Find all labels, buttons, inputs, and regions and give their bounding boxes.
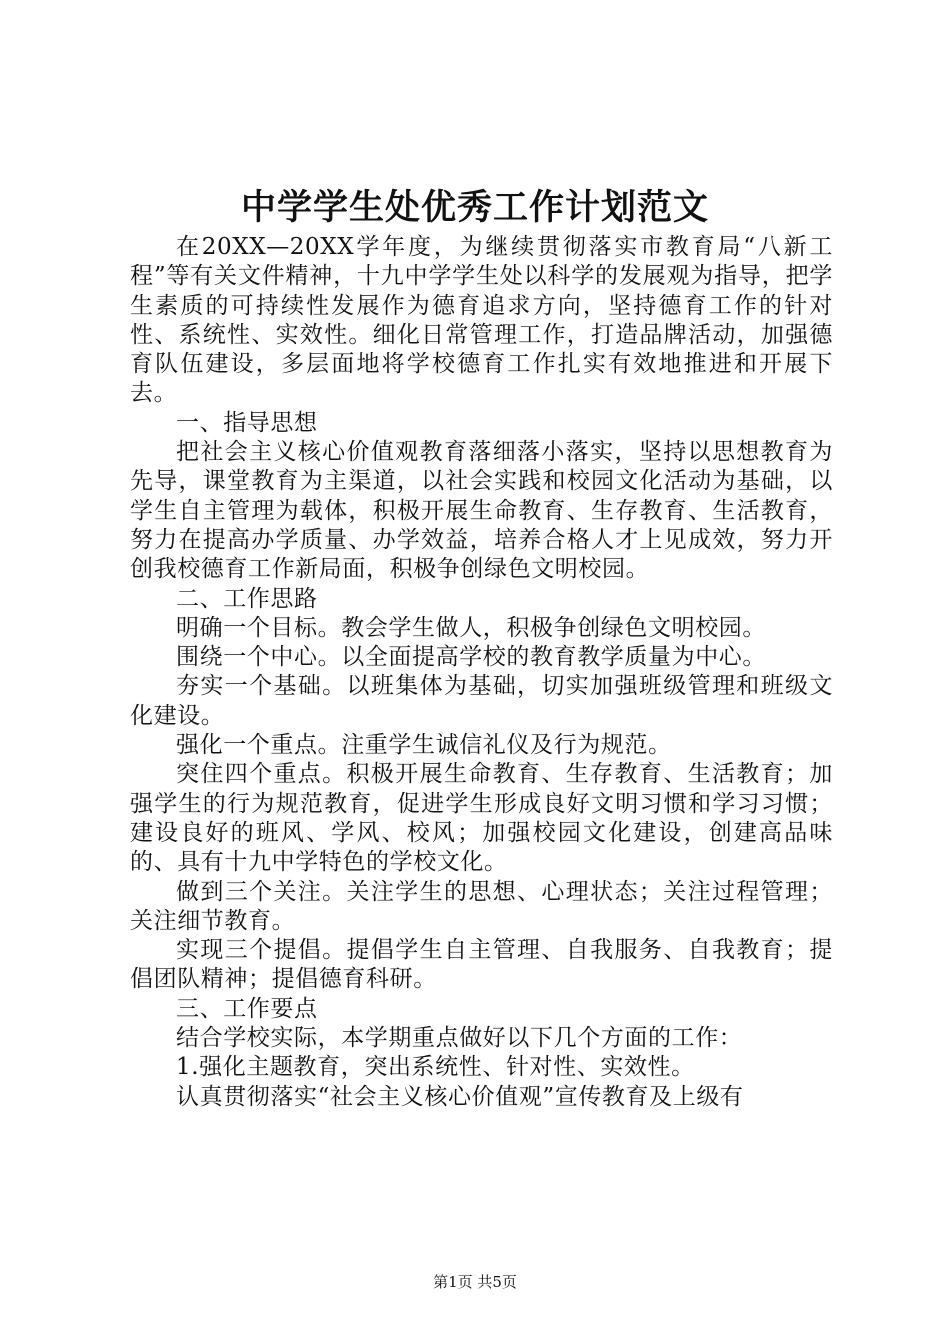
- paragraph-three-advocacies: 实现三个提倡。提倡学生自主管理、自我服务、自我教育；提倡团队精神；提倡德育科研。: [130, 937, 833, 993]
- paragraph-intro: 在20XX—20XX学年度，为继续贯彻落实市教育局“八新工程”等有关文件精神，十九中学学生处以科学的发展观为指导，把学生素质的可持续性发展作为德育追求方向，坚持德育工作的针对性、系统性、实效性。细化日常管理工作，打造品牌活动，加强德育队伍建设，多层面地将学校德育工作扎实有效地推进和开展下去。: [130, 234, 833, 407]
- heading-guiding-ideology: 一、指导思想: [176, 409, 318, 436]
- paragraph-work-points-intro: 结合学校实际，本学期重点做好以下几个方面的工作：: [176, 1025, 743, 1052]
- paragraph-one-focus: 强化一个重点。注重学生诚信礼仪及行为规范。: [176, 732, 672, 759]
- paragraph-one-goal: 明确一个目标。教会学生做人，积极争创绿色文明校园。: [176, 614, 766, 641]
- paragraph-one-foundation: 夯实一个基础。以班集体为基础，切实加强班级管理和班级文化建设。: [130, 673, 833, 729]
- heading-work-approach: 二、工作思路: [176, 585, 318, 612]
- page-footer: 第1页 共5页: [433, 1273, 517, 1291]
- document-body: [130, 233, 833, 1112]
- paragraph-point-1: 1.强化主题教育，突出系统性、针对性、实效性。: [176, 1054, 695, 1081]
- heading-work-points: 三、工作要点: [176, 995, 318, 1022]
- paragraph-one-center: 围绕一个中心。以全面提高学校的教育教学质量为中心。: [176, 644, 766, 671]
- paragraph-guiding-ideology: 把社会主义核心价值观教育落细落小落实，坚持以思想教育为先导，课堂教育为主渠道，以社会实践和校园文化活动为基础，以学生自主管理为载体，积极开展生命教育、生存教育、生活教育，努力在提高办学质量、办学效益，培养合格人才上见成效，努力开创我校德育工作新局面，积极争创绿色文明校园。: [130, 439, 833, 583]
- paragraph-four-focuses: 突住四个重点。积极开展生命教育、生存教育、生活教育；加强学生的行为规范教育，促进学生形成良好文明习惯和学习习惯；建设良好的班风、学风、校风；加强校园文化建设，创建高品味的、具有十九中学特色的学校文化。: [130, 761, 833, 876]
- paragraph-three-concerns: 做到三个关注。关注学生的思想、心理状态；关注过程管理；关注细节教育。: [130, 878, 833, 934]
- paragraph-point-1-detail: 认真贯彻落实“社会主义核心价值观”宣传教育及上级有: [176, 1083, 744, 1110]
- document-title: 中学学生处优秀工作计划范文: [240, 187, 709, 228]
